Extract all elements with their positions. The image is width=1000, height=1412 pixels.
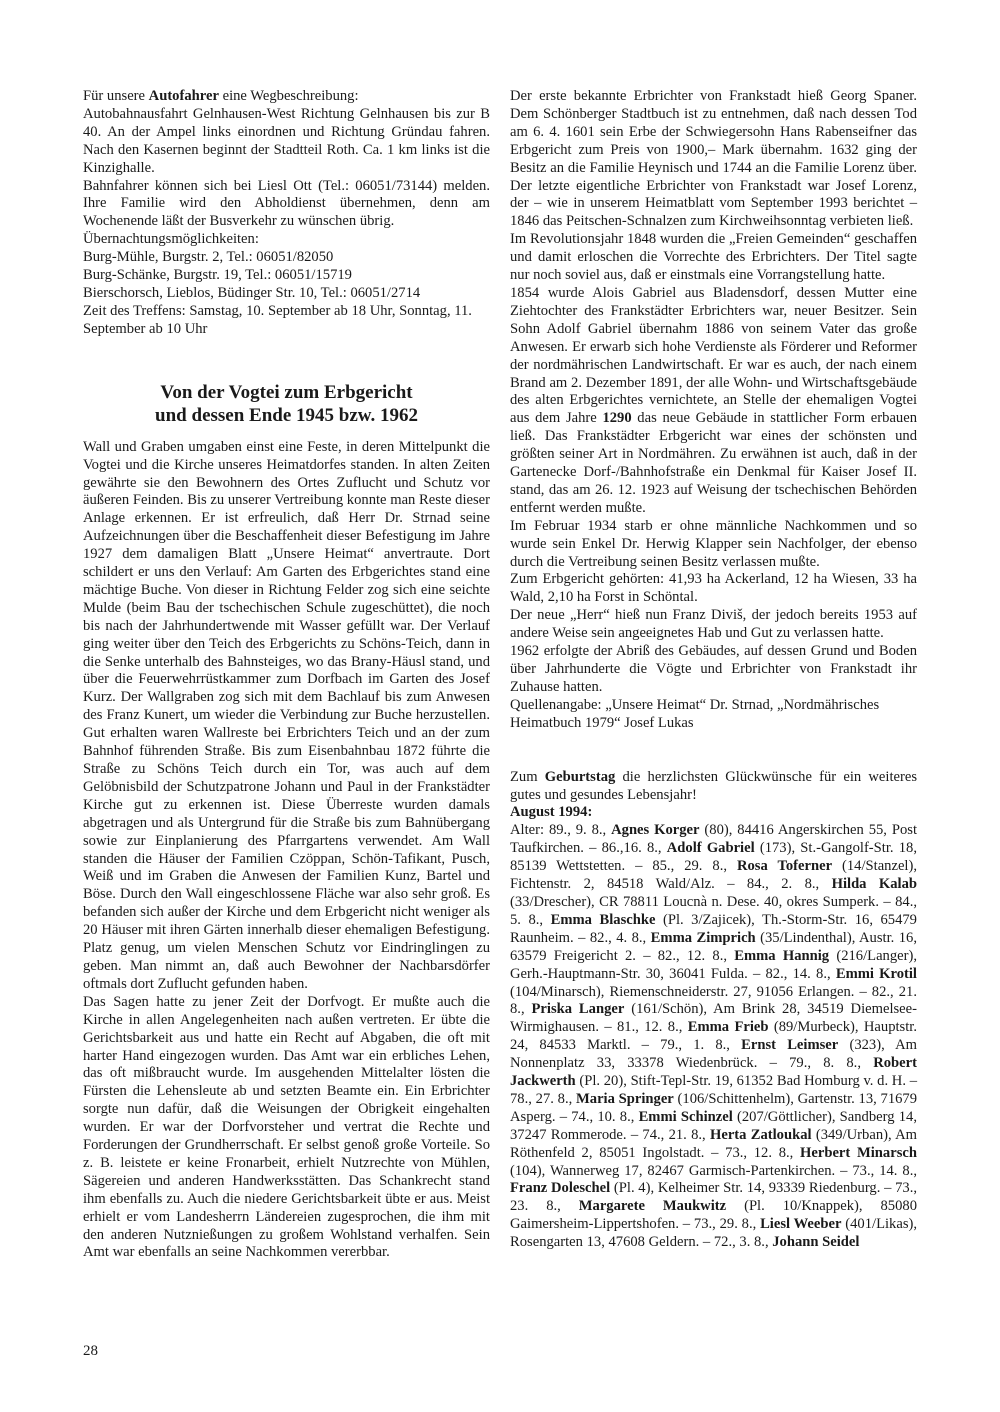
sources-citation: Quellenangabe: „Unsere Heimat“ Dr. Strnad, „Nordmährisches Heimatbuch 1979“ Josef Lukas [510,696,880,731]
article-paragraph: Im Februar 1934 starb er ohne männliche Nachkommen und so wurde sein Enkel Dr. Herwig Klapper sein Nachfolger, der ebenso durch die Vertreibung seinen Besitz verlassen mußte. [510,517,917,570]
article-paragraph: Das Sagen hatte zu jener Zeit der Dorfvogt. Er mußte auch die Kirche in allen Angelegenheiten nach außen vertreten. Er übte die Gerichtsbarkeit aus und hatte ein Recht auf Abgaben, die oft mit harter Hand eingezogen wurden. Das Amt war ein erbliches Lehen, das oft mißbraucht wurde. Im ausgehenden Mittelalter lösten die Fürsten die Lehensleute ab und setzten Beamte ein. Ein Erbrichter sorgte nun dafür, daß die Weisungen der Obrigkeit eingehalten wurden. Er war der Dorfvorsteher und vertrat die Rechte und Forderungen der Grundherrschaft. Er selbst genoß große Vorteile. So z. B. leistete er keine Fronarbeit, erhielt Nutzrechte von Mühlen, Sägereien und anderen Handwerksstätten. Das Schankrecht stand ihm ebenfalls zu. Auch die niedere Gerichtsbarkeit übte er aus. Meist erhielt er vom Landesherrn Ländereien zugesprochen, die ihm mit den anderen Nutznießungen zu großem Wohlstand verhalfen. Sein Amt war ebenfalls an seine Nachkommen vererbbar. [83,993,490,1261]
birthday-name: Herbert Minarsch [800,1144,917,1161]
car-directions: Autobahnausfahrt Gelnhausen-West Richtung Gelnhausen bis zur B 40. An der Ampel links einordnen und Richtung Gründau fahren. Nach den Kasernen beginnt der Stadtteil Roth. Ca. 1 km links ist die Kinzighalle. [83,105,490,176]
birthday-entry-details: (207/Göttlicher), Sandberg 14, 37247 Rommerode. – 74., 21. 8., [510,1108,917,1143]
article-paragraph: Im Revolutionsjahr 1848 wurden die „Freien Gemeinden“ geschaffen und damit erloschen die Vorrechte des Erbrichters. Der Titel sagte nur noch soviel aus, daß er einstmals eine Vorrangstellung hatte. [510,231,917,284]
birthday-name: Herta Zatloukal [709,1126,812,1143]
birthday-name: Emma Hannig [734,947,830,964]
birthday-entry-details: (Pl. 10/Knappek), 85080 Gaimersheim-Lippertshofen. – 73., 29. 8., [510,1198,917,1233]
year-1290: 1290 [602,410,632,427]
birthday-name: Adolf Gabriel [666,840,755,857]
directions-section [83,88,490,339]
birthday-name: Agnes Korger [611,822,700,839]
birthday-name: Johann Seidel [772,1234,860,1251]
left-column [83,88,490,1262]
birthday-entry-details: (104), Wannerweg 17, 82467 Garmisch-Partenkirchen. – 73., 14. 8., [510,1162,917,1179]
birthday-name: Priska Langer [531,1001,625,1018]
birthday-entry-details: (35/Lindenthal), Austr. 16, 63579 Freigericht 2. – 82., 12. 8., [510,929,917,964]
birthday-name: Liesl Weeber [760,1216,842,1233]
birthday-section [510,769,917,1252]
article-paragraph: Zum Erbgericht gehörten: 41,93 ha Ackerland, 12 ha Wiesen, 33 ha Wald, 2,10 ha Forst in Schöntal. [510,571,917,606]
birthday-name: Franz Doleschel [510,1180,611,1197]
lodging-item: Burg-Mühle, Burgstr. 2, Tel.: 06051/82050 [83,249,334,266]
train-directions: Bahnfahrer können sich bei Liesl Ott (Tel.: 06051/73144) melden. Ihre Familie wird den Abholdienst übernehmen, denn am Wochenende läßt der Busverkehr zu wünschen übrig. [83,177,490,230]
birthday-entry-details: (Pl. 20), Stift-Tepl-Str. 19, 61352 Bad Homburg v. d. H. – 78., 27. 8., [510,1073,917,1107]
birthday-name: Rosa Toferner [736,858,833,875]
birthday-name: Emma Frieb [687,1019,769,1036]
article-paragraph: 1854 wurde Alois Gabriel aus Bladensdorf, dessen Mutter eine Ziehtochter des Frankstädter Erbrichters war, neuer Besitzer. Sein Sohn Adolf Gabriel übernahm 1886 von seinem Vater das große Anwesen. Er erwarb sich hohe Verdienste als Förderer und Reformer der nordmährischen Landwirtschaft. Er war es auch, der nach einem Brand am 2. Dezember 1891, der alle Wohn- und Wirtschaftsgebäude des alten Erbgerichtes vernichtete, an Stelle der ehemaligen Vogtei aus dem Jahre 1290 das neue Gebäude in stattlicher Form erbauen ließ. Das Frankstädter Erbgericht war eines der schönsten und größten seiner Art in Nordmähren. Zu erwähnen ist auch, daß in der Gartenecke Dorf-/Bahnhofstraße ein Denkmal für Kaiser Josef II. stand, das am 26. 12. 1923 auf Weisung der tschechischen Behörden entfernt werden mußte. [510,284,917,516]
article-paragraph: Der neue „Herr“ hieß nun Franz Diviš, der jedoch bereits 1953 auf andere Weise sein angeeignetes Hab und Gut zu verlassen hatte. [510,607,917,642]
lodging-item: Bierschorsch, Lieblos, Büdinger Str. 10, Tel.: 06051/2714 [83,284,421,301]
birthday-entry-details: (323), Am Nonnenplatz 33, 33378 Wiedenbrück. – 79., 8. 8., [510,1037,917,1072]
geburtstag-label: Geburtstag [544,768,616,785]
birthday-entry-details: (89/Murbeck), Hauptstr. 24, 84533 Marktl. – 79., 1. 8., [510,1019,917,1054]
article-paragraph: 1962 erfolgte der Abriß des Gebäudes, auf dessen Grund und Boden über Jahrhunderte die Vögte und Erbrichter von Frankstadt ihr Zuhause hatten. [510,643,917,695]
birthday-name: Emma Blaschke [550,911,656,928]
birthday-name: Emmi Schinzel [638,1108,733,1125]
article-paragraph: Wall und Graben umgaben einst eine Feste, in deren Mittelpunkt die Vogtei und die Kirche unseres Heimatdorfes standen. In alten Zeiten gewährte sie den Bewohnern des Ortes Zuflucht und Schutz vor äußeren Feinden. Bis zu unserer Vertreibung konnte man Reste dieser Anlage erkennen. Er ist erfreulich, daß Herr Dr. Strnad seine Aufzeichnungen über die Beschaffenheit dieser Befestigung im Jahre 1927 dem damaligen Blatt „Unsere Heimat“ anvertraute. Dort schildert er uns den Verlauf: Am Garten des Erbgerichtes stand eine mächtige Buche. Von dieser in Richtung Felder zog sich eine seichte Mulde (beim Bau der tschechischen Schule zugeschüttet), die noch bis nach der Jahrhundertwende mit Wasser gefüllt war. Der Verlauf ging weiter über den Teich des Erbgerichts zu Schöns-Teich, dann in die Senke unterhalb des Bahnsteiges, wo das Brany-Häusl stand, und über die Feuerwehrrüstkammer zum Dorfbach im Garten des Josef Kurz. Der Wallgraben zog sich mit dem Bachlauf bis zum Anwesen des Franz Kunert, um wieder die Verbindung zur Buche herzustellen. Gut erhalten waren Wallreste bei Erbrichters Teich und an der zum Bahnhof führenden Straße. Bis zum Eisenbahnbau 1872 führte die Straße zu Schöns Teich durch ein Tor, was auch auf dem Gelöbnisbild der Schutzpatrone Johann und Paul in der Frankstädter Kirche gut zu erkennen ist. Diese Überreste wurden damals abgetragen und als Untergrund für die Straße bis zum Bahnübergang sowie zur Einplanierung des Pfarrgartens verwendet. Am Wall standen die Häuser der Familien Czöppan, Schön-Tafikant, Pusch, Weiß und im Graben die Anwesen der Familien Kunz, Bartel und Böse. Durch den Wall eingeschlossene Fläche war also sehr groß. Es befanden sich außer der Kirche und dem Erbgericht nicht weniger als 20 Häuser mit ihren Gärten innerhalb dieser ehemaligen Befestigung. Platz genug, um vielen Menschen Schutz vor Eindringlingen zu geben. Man nimmt an, daß auch Bewohner der Nachbarsdörfer oftmals dort Zuflucht gefunden haben. [83,438,490,992]
birthday-name: Hilda Kalab [831,876,918,893]
birthday-name: Maria Springer [576,1090,674,1107]
birthday-name: Margarete Maukwitz [578,1198,727,1215]
lodging-heading: Übernachtungsmöglichkeiten: [83,231,259,248]
birthday-entry-details: (216/Langer), Gerh.-Hauptmann-Str. 30, 36041 Fulda. – 82., 14. 8., [510,947,917,982]
birthday-name: Ernst Leimser [741,1037,839,1054]
right-column [510,88,917,1252]
birthday-entry-details: (14/Stanzel), Fichtenstr. 2, 84518 Wald/Alz. – 84., 2. 8., [510,858,917,893]
birthday-entry [772,1234,859,1250]
birthday-name: Robert Jackwerth [510,1055,917,1090]
birthday-entry-prefix: Alter: 89., 9. 8., [510,822,612,839]
birthday-entry-details: (80), 84416 Angerskirchen 55, Post Taufkirchen. – 86.,16. 8., [510,822,917,857]
directions-intro: Für unsere Autofahrer eine Wegbeschreibung: [83,88,359,104]
birthday-entry-details: (106/Schittenhelm), Gartenstr. 13, 71679 Asperg. – 74., 10. 8., [510,1090,918,1125]
article-title-line2: und dessen Ende 1945 bzw. 1962 [155,404,418,426]
lodging-item: Burg-Schänke, Burgstr. 19, Tel.: 06051/15719 [83,267,352,284]
birthday-entry-details: (173), St.-Gangolf-Str. 18, 85139 Wettstetten. – 85., 29. 8., [510,840,917,875]
page-number: 28 [83,1343,98,1359]
article-title-line1: Von der Vogtei zum Erbgericht [160,381,413,403]
birthday-entry-details: (33/Drescher), CR 78811 Loucnà n. Dese. 40, okres Sumperk. – 84., 5. 8., [510,893,917,928]
birthday-name: Emmi Krotil [835,965,917,982]
birthday-entry-details: (401/Likas), Rosengarten 13, 47608 Geldern. – 72., 3. 8., [510,1216,918,1251]
autofahrer-label: Autofahrer [148,88,219,104]
birthday-month: August 1994: [510,804,593,821]
birthday-entry-details: (161/Schön), Am Brink 28, 34519 Diemelsee-Wirmighausen. – 81., 12. 8., [510,1001,917,1036]
birthday-list [510,822,917,1252]
birthday-name: Emma Zimprich [650,929,756,946]
article-title [83,381,490,427]
birthday-entry-details: (104/Minarsch), Riemenschneiderstr. 27, 91056 Erlangen. – 82., 21. 8., [510,983,917,1018]
birthday-entry-details: (Pl. 4), Kelheimer Str. 14, 93339 Riedenburg. – 73., 23. 8., [510,1180,918,1215]
birthday-entry-details: (349/Urban), Am Röthenfeld 2, 85051 Ingolstadt. – 73., 12. 8., [510,1126,917,1161]
article-paragraph: Der erste bekannte Erbrichter von Frankstadt hieß Georg Spaner. Dem Schönberger Stadtbuch ist zu entnehmen, daß nach dessen Tod am 6. 4. 1601 sein Erbe der Schwiegersohn Hans Rabenseifner das Erbgericht zum Preis von 1900,– Mark übernahm. 1632 ging der Besitz an die Familie Heynisch und 1744 an die Familie Lorenz über. Der letzte eigentliche Erbrichter von Frankstadt war Josef Lorenz, der – wie in unserem Heimatblatt vom September 1993 berichtet – 1846 das Peitschen-Schnalzen zum Kirchweihsonntag verbieten ließ. [510,88,917,230]
birthday-intro: Zum Geburtstag die herzlichsten Glückwünsche für ein weiteres gutes und gesundes Lebensjahr! [510,768,917,803]
section-spacer [510,733,917,769]
meeting-time: Zeit des Treffens: Samstag, 10. September ab 18 Uhr, Sonntag, 11. September ab 10 Uhr [83,302,472,337]
birthday-entry-details: (Pl. 3/Zajicek), Th.-Storm-Str. 16, 65479 Raunheim. – 82., 4. 8., [510,911,917,946]
